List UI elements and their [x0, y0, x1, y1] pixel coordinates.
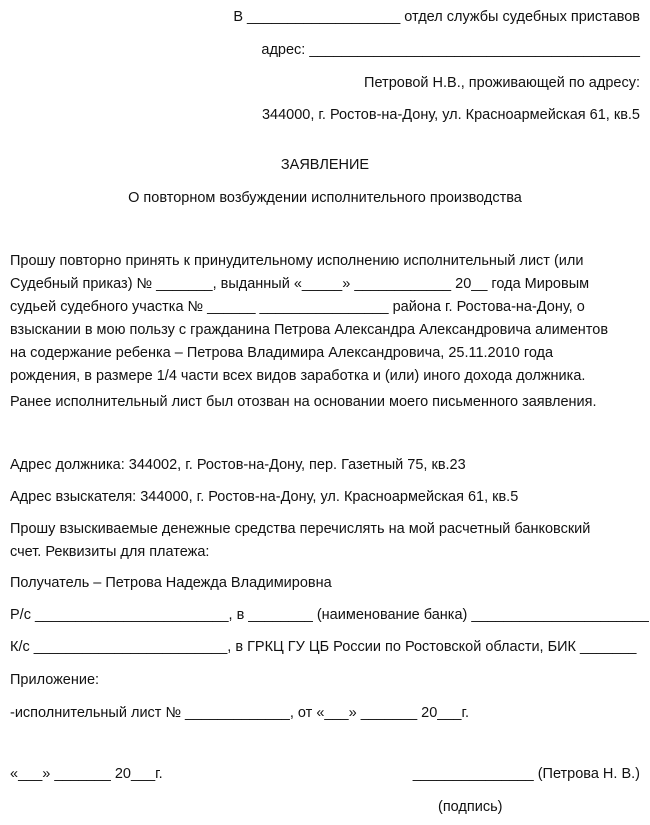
attachment-item: -исполнительный лист № _____________, от «___» _______ 20___г. — [10, 705, 470, 721]
account-line: Р/с ________________________, в ________ (наименование банка) ______________________ — [10, 607, 649, 623]
signature-line: _______________ (Петрова Н. В.) — [412, 766, 640, 782]
footer-date: «___» _______ 20___г. — [10, 766, 163, 782]
request-paragraph: Прошу повторно принять к принудительному исполнению исполнительный лист (или Судебный приказ) № _______, выданный «_____» ____________ 20__ года Мировым судьей судебного участка № ______ ________________ района г. Ростова-на-Дону, о взыскании в мою пользу с гражданина Петрова Александра Александровича алиментов на содержание ребенка – Петрова Владимира Александровича, 25.11.2010 года рождения, в размере 1/4 части всех видов заработка и (или) иного дохода должника. — [10, 253, 609, 384]
corr-account-line: К/с ________________________, в ГРКЦ ГУ ЦБ России по Ростовской области, БИК _______ — [10, 639, 637, 655]
recipient-line: Получатель – Петрова Надежда Владимировна — [10, 575, 332, 591]
document-title: ЗАЯВЛЕНИЕ — [280, 157, 370, 173]
header-from-line: Петровой Н.В., проживающей по адресу: — [364, 75, 640, 91]
claimant-address: Адрес взыскателя: 344000, г. Ростов-на-Дону, ул. Красноармейская 61, кв.5 — [10, 489, 519, 505]
payment-paragraph: Прошу взыскиваемые денежные средства перечислять на мой расчетный банковский счет. Реквизиты для платежа: — [10, 521, 591, 560]
header-from-address: 344000, г. Ростов-на-Дону, ул. Красноармейская 61, кв.5 — [261, 107, 640, 123]
document-subtitle: О повторном возбуждении исполнительного производства — [128, 190, 522, 206]
header-address-line: адрес: _________________________________________ — [261, 42, 640, 58]
debtor-address: Адрес должника: 344002, г. Ростов-на-Дону, пер. Газетный 75, кв.23 — [10, 457, 466, 473]
attachment-label: Приложение: — [10, 672, 100, 688]
header-to-line: В ___________________ отдел службы судебных приставов — [233, 9, 640, 25]
signature-caption: (подпись) — [438, 799, 503, 815]
revoked-paragraph: Ранее исполнительный лист был отозван на основании моего письменного заявления. — [10, 394, 597, 410]
